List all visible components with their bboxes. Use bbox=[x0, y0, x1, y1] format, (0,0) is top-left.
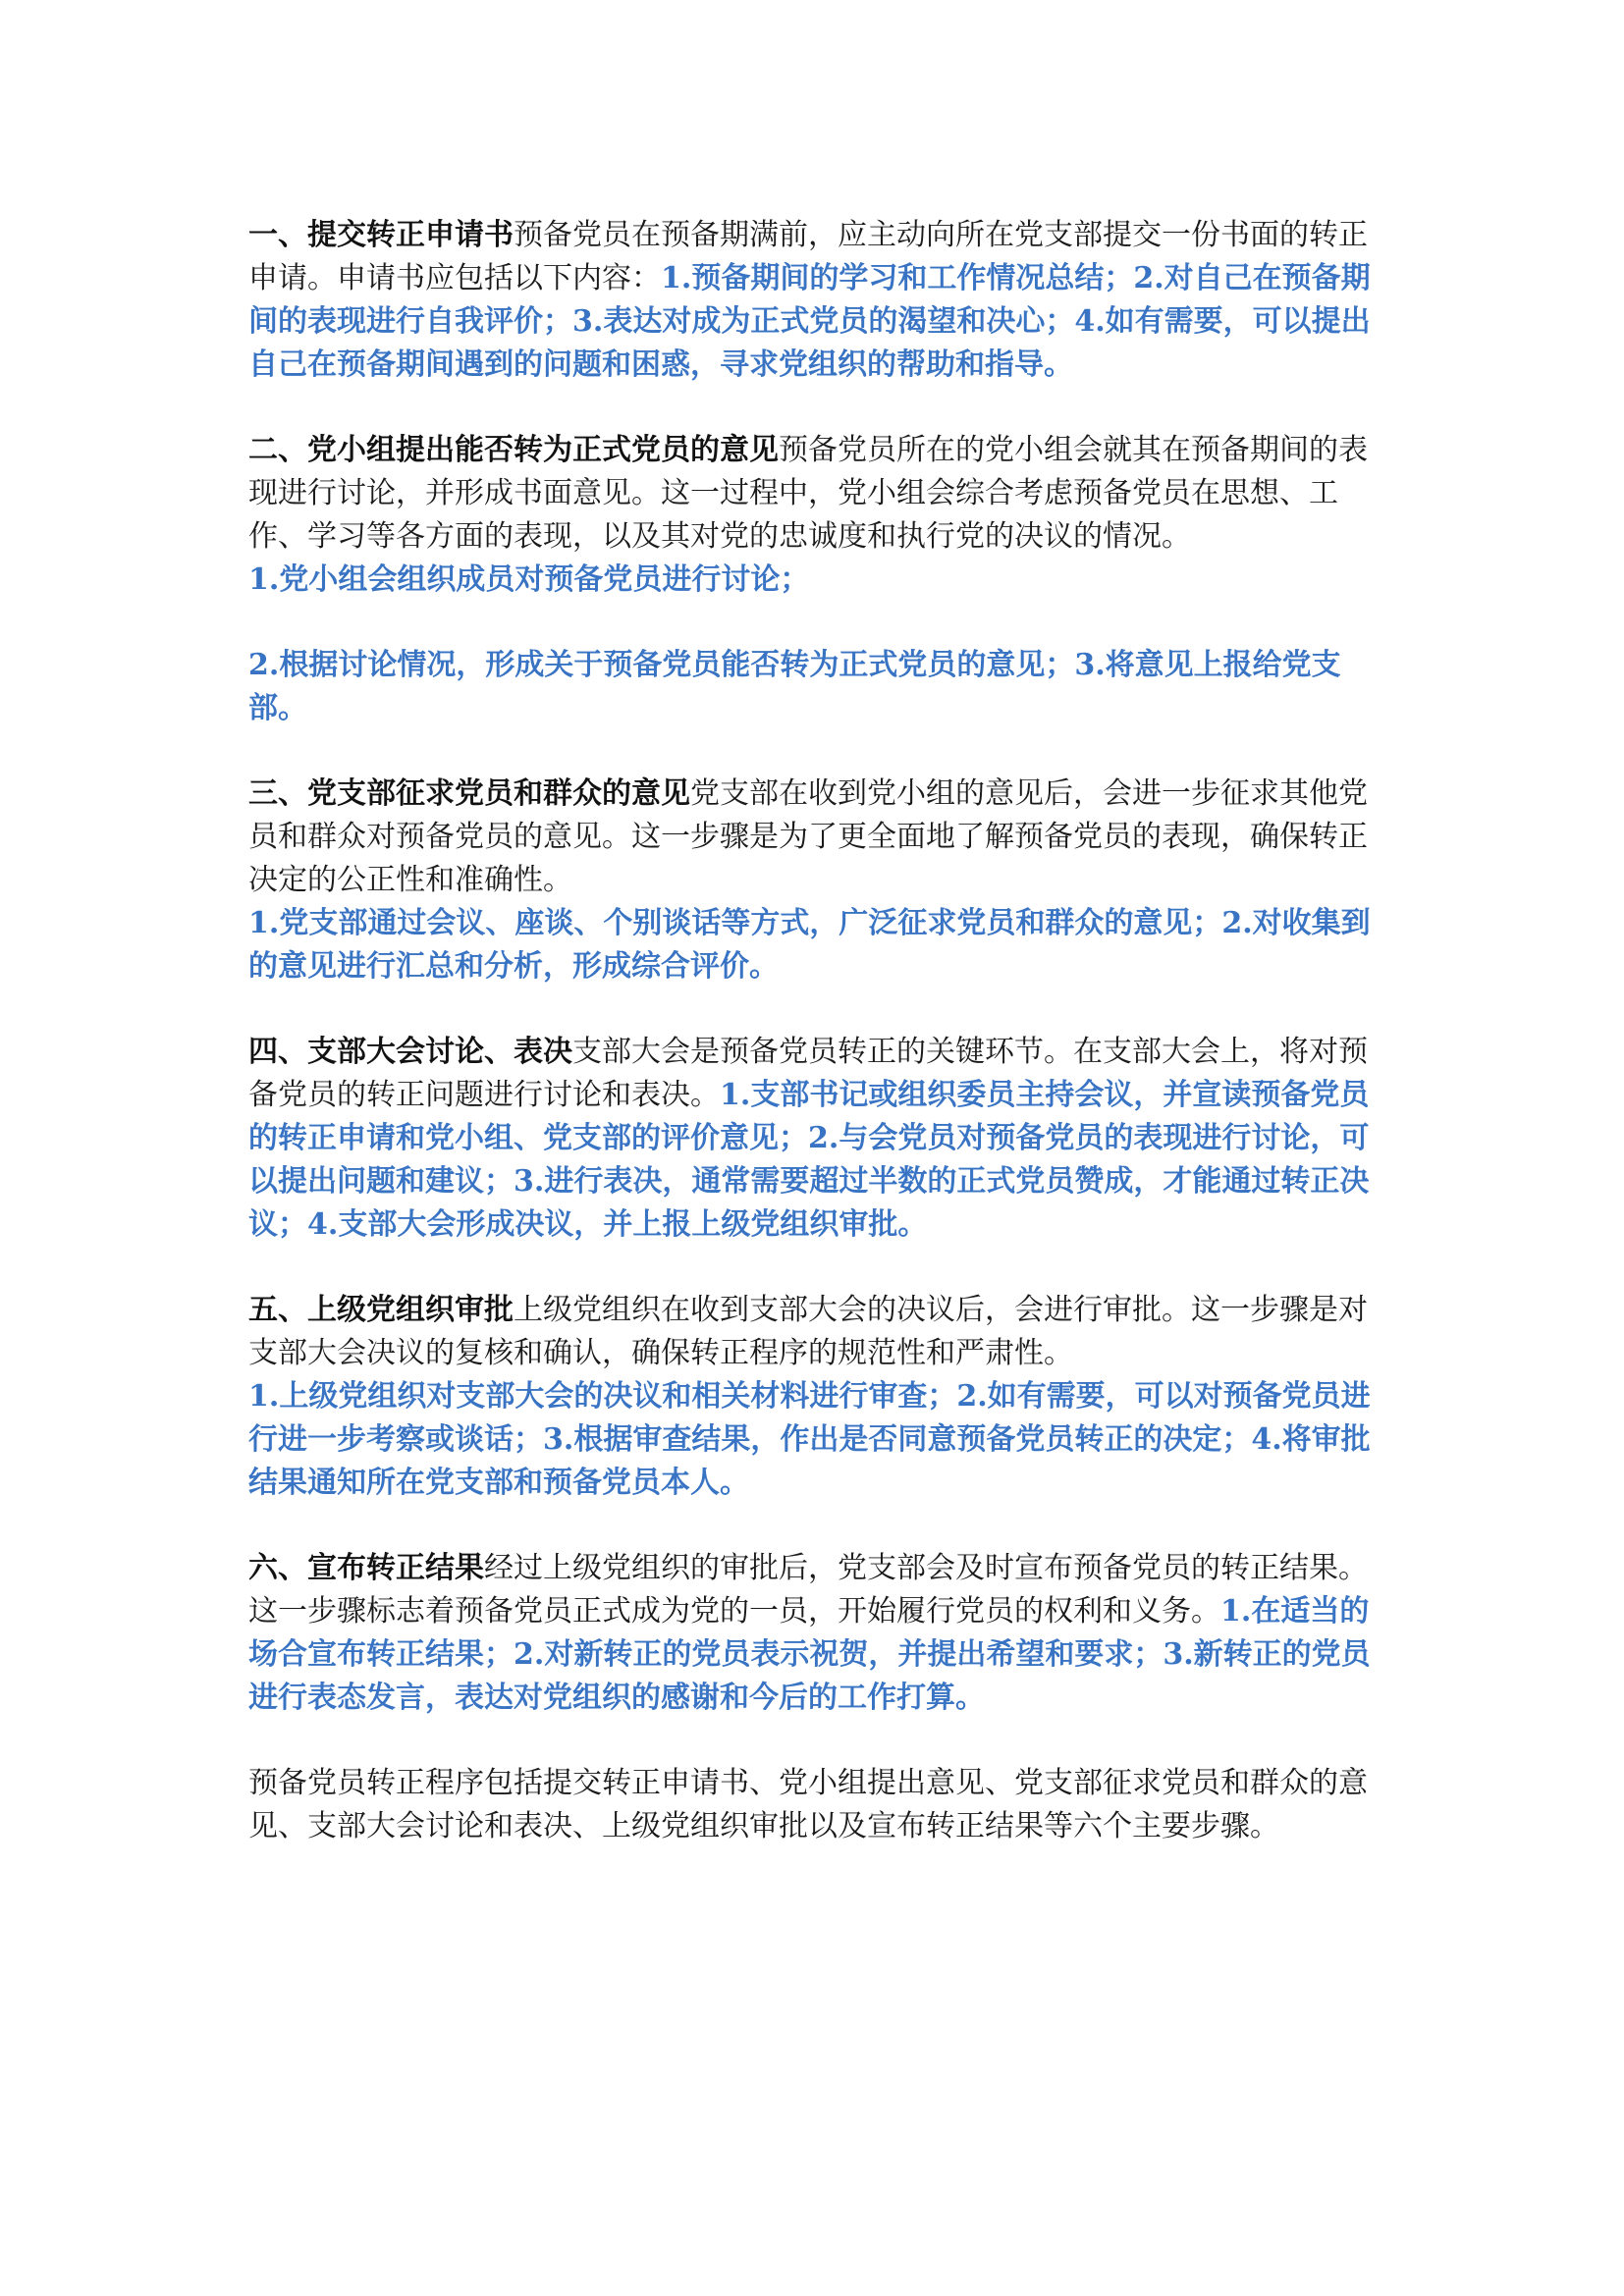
section-2 bbox=[248, 429, 1376, 602]
summary-paragraph: 预备党员转正程序包括提交转正申请书、党小组提出意见、党支部征求党员和群众的意见、支部大会讨论和表决、上级党组织审批以及宣布转正结果等六个主要步骤。 bbox=[248, 1766, 1368, 1843]
section-2-continued bbox=[248, 644, 1376, 730]
section-heading: 四、支部大会讨论、表决 bbox=[248, 1035, 572, 1069]
section-1 bbox=[248, 214, 1376, 387]
section-steps: 1.预备期间的学习和工作情况总结；2.对自己在预备期间的表现进行自我评价；3.表达对成为正式党员的渴望和决心；4.如有需要，可以提出自己在预备期间遇到的问题和困惑，寻求党组织的帮助和指导。 bbox=[248, 261, 1371, 382]
section-heading: 六、宣布转正结果 bbox=[248, 1551, 484, 1585]
paragraph-gap bbox=[248, 602, 1376, 644]
section-steps: 1.党支部通过会议、座谈、个别谈话等方式，广泛征求党员和群众的意见；2.对收集到的意见进行汇总和分析，形成综合评价。 bbox=[248, 906, 1371, 984]
section-steps: 2.根据讨论情况，形成关于预备党员能否转为正式党员的意见；3.将意见上报给党支部。 bbox=[248, 648, 1341, 725]
section-steps: 1.在适当的场合宣布转正结果；2.对新转正的党员表示祝贺，并提出希望和要求；3.新转正的党员进行表态发言，表达对党组织的感谢和今后的工作打算。 bbox=[248, 1594, 1371, 1715]
section-heading: 二、党小组提出能否转为正式党员的意见 bbox=[248, 433, 779, 467]
document-page bbox=[248, 214, 1376, 1891]
section-heading: 一、提交转正申请书 bbox=[248, 218, 514, 252]
section-4 bbox=[248, 1031, 1376, 1247]
section-5 bbox=[248, 1289, 1376, 1505]
section-body: 党支部在收到党小组的意见后，会进一步征求其他党员和群众对预备党员的意见。这一步骤是为了更全面地了解预备党员的表现，确保转正决定的公正性和准确性。 bbox=[248, 776, 1368, 897]
section-heading: 三、党支部征求党员和群众的意见 bbox=[248, 776, 690, 811]
section-heading: 五、上级党组织审批 bbox=[248, 1293, 514, 1327]
section-3 bbox=[248, 773, 1376, 988]
section-body: 预备党员在预备期满前，应主动向所在党支部提交一份书面的转正申请。申请书应包括以下内容： bbox=[248, 218, 1368, 295]
section-steps: 1.党小组会组织成员对预备党员进行讨论； bbox=[248, 562, 810, 597]
section-steps: 1.支部书记或组织委员主持会议，并宣读预备党员的转正申请和党小组、党支部的评价意见；2.与会党员对预备党员的表现进行讨论，可以提出问题和建议；3.进行表决，通常需要超过半数的正式党员赞成，才能通过转正决议；4.支部大会形成决议，并上报上级党组织审批。 bbox=[248, 1078, 1370, 1242]
section-6 bbox=[248, 1547, 1376, 1720]
section-body: 上级党组织在收到支部大会的决议后，会进行审批。这一步骤是对支部大会决议的复核和确认，确保转正程序的规范性和严肃性。 bbox=[248, 1293, 1368, 1370]
section-body: 经过上级党组织的审批后，党支部会及时宣布预备党员的转正结果。这一步骤标志着预备党员正式成为党的一员，开始履行党员的权利和义务。 bbox=[248, 1551, 1368, 1629]
section-body: 预备党员所在的党小组会就其在预备期间的表现进行讨论，并形成书面意见。这一过程中，党小组会综合考虑预备党员在思想、工作、学习等各方面的表现，以及其对党的忠诚度和执行党的决议的情况。 bbox=[248, 433, 1368, 554]
section-steps: 1.上级党组织对支部大会的决议和相关材料进行审查；2.如有需要，可以对预备党员进行进一步考察或谈话；3.根据审查结果，作出是否同意预备党员转正的决定；4.将审批结果通知所在党支部和预备党员本人。 bbox=[248, 1379, 1371, 1500]
section-body: 支部大会是预备党员转正的关键环节。在支部大会上，将对预备党员的转正问题进行讨论和表决。 bbox=[248, 1035, 1368, 1112]
